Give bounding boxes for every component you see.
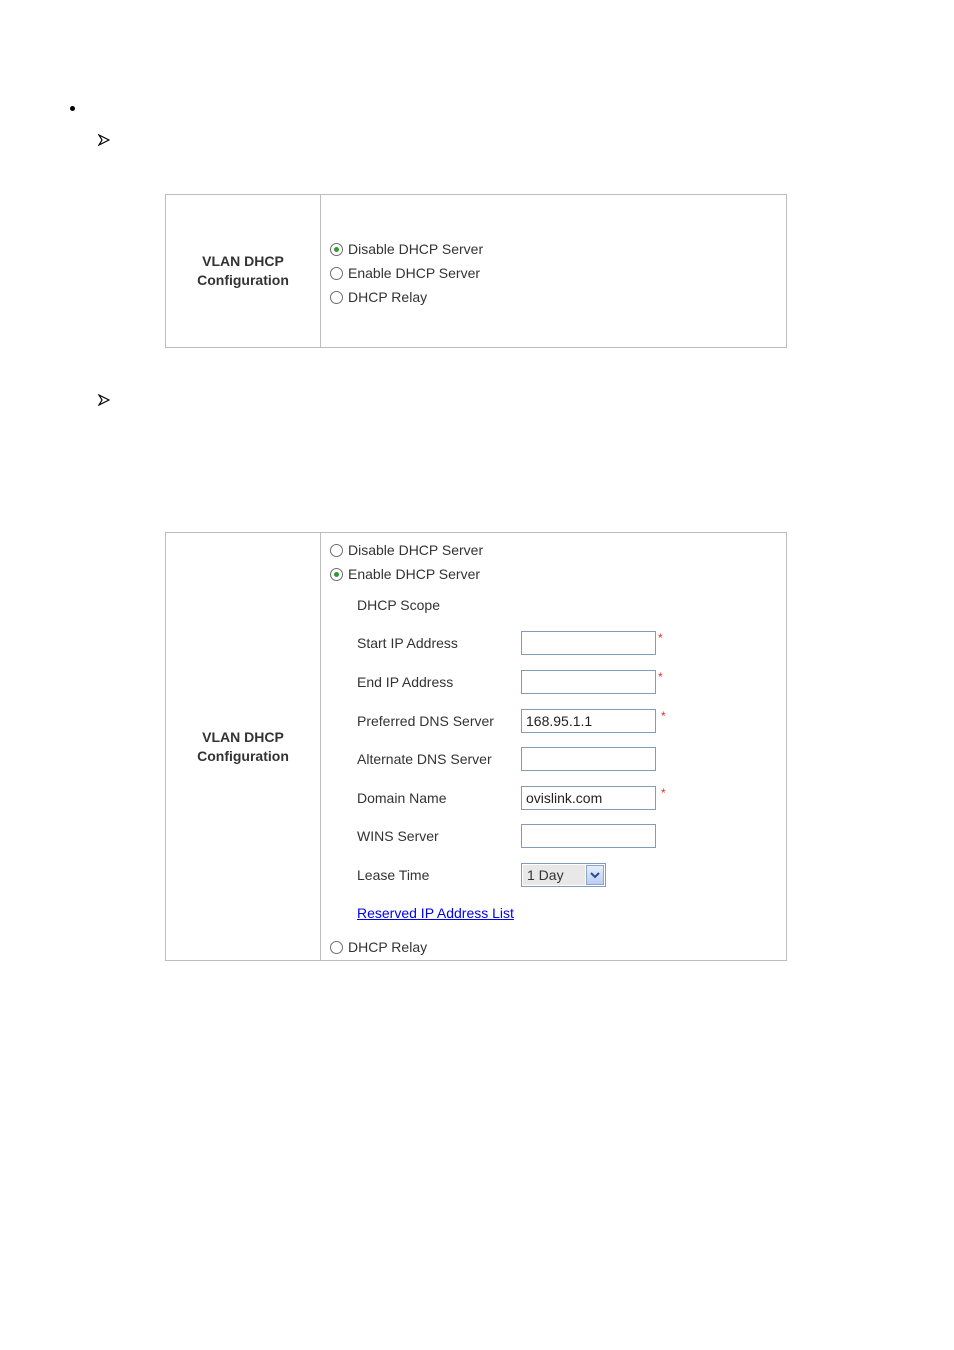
end-ip-label: End IP Address (357, 674, 454, 690)
preferred-dns-row (357, 709, 666, 733)
wins-server-row (357, 824, 656, 848)
reserved-ip-list-link[interactable]: Reserved IP Address List (357, 905, 514, 921)
lease-time-select[interactable] (521, 863, 606, 887)
radio-label: DHCP Relay (348, 939, 428, 955)
radio-icon[interactable] (330, 941, 343, 954)
dhcp-scope-heading: DHCP Scope (357, 597, 441, 613)
domain-name-label: Domain Name (357, 790, 447, 806)
radio-dhcp-relay[interactable] (330, 937, 427, 957)
alternate-dns-row (357, 747, 656, 771)
lease-time-value: 1 Day (523, 865, 585, 885)
label-line1: VLAN DHCP (202, 253, 284, 269)
radio-icon[interactable] (330, 544, 343, 557)
label-line2: Configuration (197, 272, 289, 288)
domain-name-input[interactable] (521, 786, 656, 810)
start-ip-input[interactable] (521, 631, 656, 655)
lease-time-row (357, 863, 606, 887)
panel-options (321, 533, 786, 960)
radio-enable-dhcp[interactable] (330, 263, 480, 283)
required-mark: * (661, 709, 666, 723)
wins-server-input[interactable] (521, 824, 656, 848)
domain-name-row (357, 786, 666, 810)
wins-server-label: WINS Server (357, 828, 439, 844)
dropdown-arrow-icon[interactable] (586, 865, 604, 885)
panel-label (166, 195, 321, 347)
radio-disable-dhcp[interactable] (330, 540, 483, 560)
arrow-right-icon (98, 134, 110, 146)
required-mark: * (658, 631, 663, 645)
lease-time-label: Lease Time (357, 867, 430, 883)
start-ip-row (357, 631, 663, 655)
radio-label: Enable DHCP Server (348, 265, 481, 281)
radio-icon[interactable] (330, 267, 343, 280)
end-ip-input[interactable] (521, 670, 656, 694)
preferred-dns-label: Preferred DNS Server (357, 713, 494, 729)
radio-enable-dhcp[interactable] (330, 564, 480, 584)
radio-label: Disable DHCP Server (348, 542, 484, 558)
end-ip-row (357, 670, 663, 694)
radio-checked-icon[interactable] (330, 568, 343, 581)
radio-disable-dhcp[interactable] (330, 239, 483, 259)
panel-options (321, 195, 786, 347)
radio-icon[interactable] (330, 291, 343, 304)
start-ip-label: Start IP Address (357, 635, 458, 651)
alternate-dns-input[interactable] (521, 747, 656, 771)
radio-checked-icon[interactable] (330, 243, 343, 256)
preferred-dns-input[interactable] (521, 709, 656, 733)
vlan-dhcp-panel-disabled (165, 194, 787, 348)
radio-label: DHCP Relay (348, 289, 428, 305)
radio-dhcp-relay[interactable] (330, 287, 427, 307)
radio-label: Enable DHCP Server (348, 566, 481, 582)
required-mark: * (658, 670, 663, 684)
radio-label: Disable DHCP Server (348, 241, 484, 257)
label-line2: Configuration (197, 747, 289, 764)
panel-label (166, 533, 321, 960)
arrow-right-icon (98, 394, 110, 406)
required-mark: * (661, 786, 666, 800)
alternate-dns-label: Alternate DNS Server (357, 751, 492, 767)
bullet-icon (70, 106, 75, 111)
label-line1: VLAN DHCP (202, 728, 284, 745)
vlan-dhcp-panel-enabled (165, 532, 787, 961)
